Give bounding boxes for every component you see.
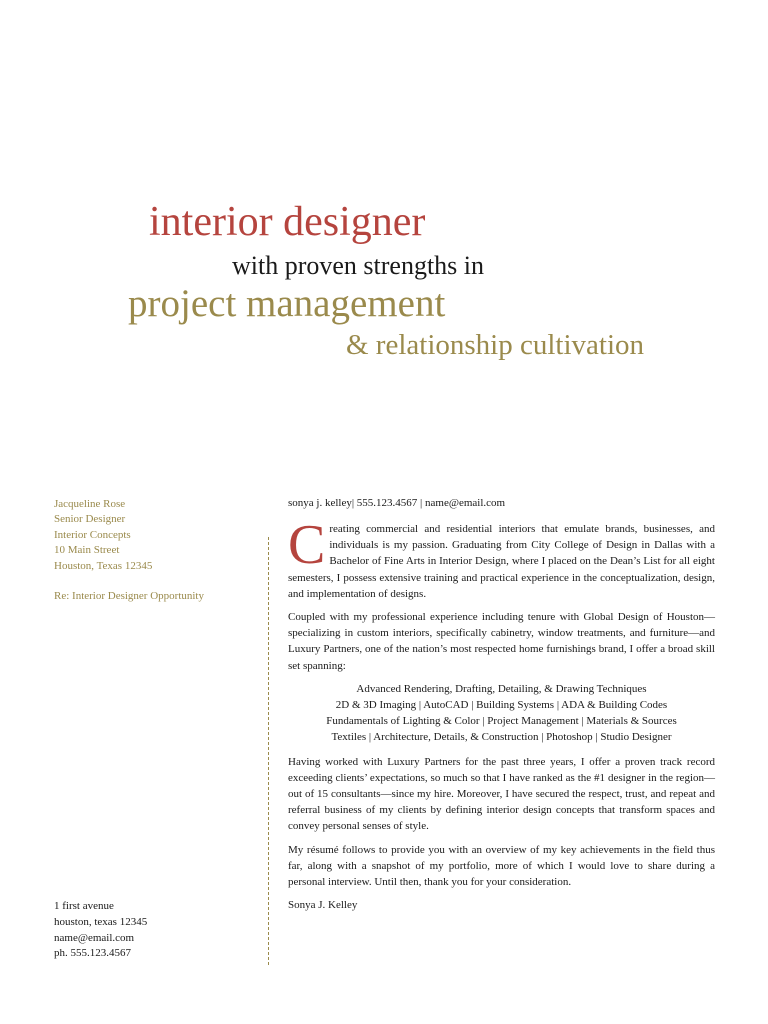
skills-line: Fundamentals of Lighting & Color | Project Management | Materials & Sources	[326, 715, 677, 728]
recipient-name: Jacqueline Rose	[54, 498, 126, 510]
letter-paragraph-intro	[288, 514, 715, 602]
signature: Sonya J. Kelley	[288, 899, 358, 912]
vertical-divider	[268, 537, 269, 965]
sender-contact-header: sonya j. kelley| 555.123.4567 | name@email.com	[288, 497, 506, 509]
letter-paragraph-experience: Coupled with my professional experience including tenure with Global Design of Houston—specializing in custom interiors, specifically cabinetry, window treatments, and furniture—and Luxury Partners, one of the nation’s most respected home furnishings brand, I offer a broad skill set spanning:	[288, 611, 715, 672]
recipient-company: Interior Concepts	[54, 528, 131, 541]
headline-strength-primary: project management	[128, 282, 446, 325]
letter-paragraph-closing: My résumé follows to provide you with an overview of my key achievements in the field thus far, along with a snapshot of my portfolio, more of which I would love to share during a personal interview. Until then, thank you for your consideration.	[288, 843, 715, 889]
drop-cap: C	[288, 514, 326, 576]
skills-line: 2D & 3D Imaging | AutoCAD | Building Systems | ADA & Building Codes	[335, 699, 668, 712]
sender-email: name@email.com	[54, 931, 135, 944]
recipient-block	[54, 497, 254, 604]
recipient-title: Senior Designer	[54, 513, 126, 526]
sender-phone: ph. 555.123.4567	[54, 947, 131, 960]
sender-street: 1 first avenue	[54, 900, 114, 912]
letter-paragraph-achievements: Having worked with Luxury Partners for the past three years, I offer a proven track record exceeding clients’ expectations, so much so that I have ranked as the #1 designer in the region—out of 15 consultants—since my hire. Moreover, I have secured the respect, trust, and repeat and referral business of my clients by defining interior design concepts that transform spaces and convey personal senses of style.	[288, 755, 715, 833]
headline-subtitle: with proven strengths in	[232, 251, 485, 280]
sender-city: houston, texas 12345	[54, 915, 148, 928]
recipient-street: 10 Main Street	[54, 544, 120, 557]
skills-line: Advanced Rendering, Drafting, Detailing, & Drawing Techniques	[356, 682, 647, 695]
skills-line: Textiles | Architecture, Details, & Construction | Photoshop | Studio Designer	[331, 731, 672, 744]
headline-title: interior designer	[149, 199, 426, 245]
subject-line: Re: Interior Designer Opportunity	[54, 590, 204, 603]
intro-text: reating commercial and residential interiors that emulate brands, businesses, and individuals is my passion. Graduating from City College of Design in Dallas with a Bachelor of Fine Arts in Interior Design, where I placed on the Dean’s List for all eight semesters, I possess extensive training and practical experience in the conceptualization, design, and implementation of designs.	[288, 523, 715, 600]
skills-list	[288, 681, 715, 746]
letter-body	[288, 514, 715, 920]
recipient-city: Houston, Texas 12345	[54, 559, 153, 572]
sender-address-block	[54, 899, 147, 962]
headline-strength-secondary: & relationship cultivation	[346, 329, 645, 361]
